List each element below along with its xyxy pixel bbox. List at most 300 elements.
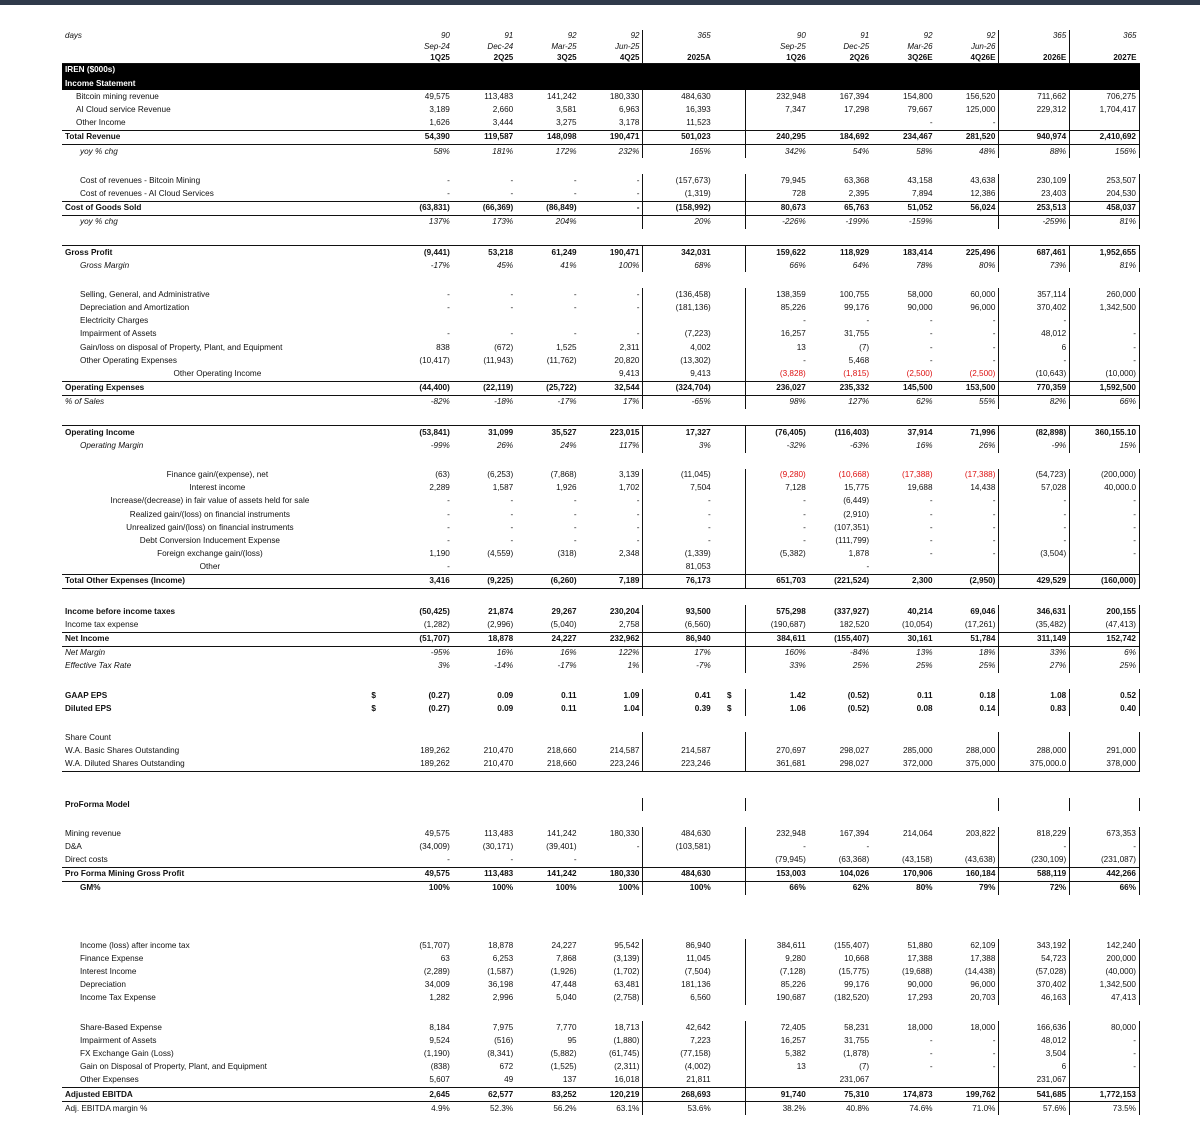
spacer-cell [714,130,746,144]
spacer-cell [358,966,390,979]
value-cell: 174,873 [872,1088,935,1102]
table-row [62,328,1140,341]
value-cell: 86,940 [643,632,714,646]
row-label: Income before income taxes [65,606,176,616]
value-cell: 7,347 [745,104,808,117]
row-label: Pro Forma Mining Gross Profit [62,867,358,881]
value-cell [516,315,579,328]
value-cell: 51,880 [907,940,933,950]
value-cell: 71,996 [936,426,999,440]
value-cell: - [999,354,1070,367]
periods-header-label [62,52,358,64]
spacer-cell [714,1034,746,1047]
value-cell: - [999,508,1070,521]
value-cell: 72% [999,882,1070,896]
value-cell: (10,000) [1070,368,1140,382]
value-cell: 69,046 [970,606,996,616]
income-statement-title: Income Statement [62,77,1140,90]
value-cell: -17% [557,397,577,407]
value-cell: (10,417) [419,355,450,365]
spacer-cell [714,1048,746,1061]
value-cell: 4.9% [431,1103,450,1113]
value-cell: (157,673) [643,174,714,187]
value-cell: 5,040 [556,993,577,1003]
spacer-cell [358,341,390,354]
value-cell: (7,504) [643,966,714,979]
spacer-cell [358,1102,390,1116]
value-cell: 240,295 [745,130,808,144]
value-cell: 53,218 [453,246,516,260]
value-cell: 458,037 [1070,201,1140,215]
spacer-cell [358,854,390,868]
value-cell: 200,155 [1070,605,1140,618]
value-cell: - [510,522,514,532]
value-cell: 58% [916,146,933,156]
periods-header-cell: 1Q25 [389,52,452,64]
value-cell [999,798,1070,811]
value-cell: 189,262 [389,758,452,772]
value-cell: 113,483 [453,867,516,881]
value-cell: 9,413 [643,368,714,382]
spacer-cell [358,827,390,840]
spacer-cell [714,302,746,315]
value-cell: - [1070,840,1140,853]
value-cell: 154,800 [902,91,933,101]
value-cell: (63) [435,469,450,479]
spacer-cell [714,215,746,229]
table-row [62,354,1140,367]
row-label: Operating Income [62,426,358,440]
value-cell: (1,815) [843,369,870,379]
value-cell: 167,394 [839,91,870,101]
value-cell: 159,622 [745,246,808,260]
spacer-cell [714,758,746,772]
value-cell: 232,962 [580,632,643,646]
value-cell [1070,315,1140,328]
value-cell: - [745,840,808,853]
value-cell: - [447,289,450,299]
value-cell: (57,028) [999,966,1070,979]
value-cell: 120,219 [580,1088,643,1102]
spacer-cell [714,618,746,632]
value-cell: - [1070,354,1140,367]
value-cell [872,798,935,811]
spacer-cell [358,646,390,660]
row-label: Realized gain/(loss) on financial instruments [129,509,290,519]
value-cell: 2,395 [848,188,870,198]
value-cell: 651,703 [745,575,808,589]
value-cell: 370,402 [999,302,1070,315]
spacer-cell [358,840,390,853]
value-cell: 18,713 [614,1022,640,1032]
value-cell: (0.27) [428,703,450,713]
value-cell: 75,310 [809,1088,872,1102]
value-cell: - [929,342,933,352]
value-cell: 711,662 [999,90,1070,103]
value-cell: 6,560 [643,992,714,1005]
value-cell [580,854,643,868]
dates-header-cell: Dec-25 [843,41,870,51]
value-cell: - [745,508,808,521]
table-row [62,979,1140,992]
value-cell: (181,136) [643,302,714,315]
value-cell: (82,898) [999,426,1070,440]
spacer-row [62,272,1140,288]
value-cell: 11,523 [643,117,714,131]
value-cell: (35,482) [999,618,1070,632]
row-label: Gross Margin [80,260,130,270]
value-cell: 17,388 [907,953,933,963]
value-cell: 235,332 [809,381,872,395]
spacer-cell [358,368,390,382]
value-cell: -226% [745,215,808,229]
value-cell: 9,524 [429,1035,450,1045]
value-cell: 57.6% [999,1102,1070,1116]
value-cell: 281,520 [936,130,999,144]
value-cell: (34,009) [419,841,450,851]
value-cell: 223,015 [580,426,643,440]
value-cell: 100,755 [839,289,870,299]
value-cell: 91,740 [745,1088,808,1102]
value-cell: (17,388) [902,469,933,479]
value-cell: 0.11 [561,703,577,713]
row-label: yoy % chg [80,146,118,156]
value-cell: (1,319) [643,188,714,202]
value-cell: 152,742 [1070,632,1140,646]
value-cell: 6 [999,1061,1070,1074]
value-cell: 190,471 [580,130,643,144]
value-cell [516,798,579,811]
value-cell: - [929,1048,933,1058]
value-cell: - [929,329,933,339]
value-cell [453,368,516,382]
value-cell: 18% [979,648,996,658]
days-header-cell: 365 [999,30,1070,41]
spacer-cell [714,798,746,811]
periods-header-cell: 2Q26 [809,52,872,64]
value-cell: (79,945) [745,854,808,868]
spacer-cell [714,605,746,618]
value-cell: 225,496 [936,246,999,260]
value-cell: 17,388 [970,953,996,963]
value-cell: (86,849) [516,201,579,215]
value-cell: (0.52) [847,690,870,700]
value-cell: 9,413 [618,369,640,379]
spacer-cell [714,575,746,589]
value-cell: - [1070,1048,1140,1061]
value-cell: - [1070,328,1140,341]
value-cell: (47,413) [1070,618,1140,632]
spacer-cell [358,632,390,646]
value-cell [389,732,452,745]
table-row [62,188,1140,202]
value-cell: (1,525) [550,1062,577,1072]
value-cell: (6,260) [516,575,579,589]
row-label: Unrealized gain/(loss) on financial instruments [126,522,294,532]
spacer-cell [358,259,390,272]
table-row [62,534,1140,547]
value-cell: (231,087) [1070,854,1140,868]
spacer-cell [714,395,746,409]
periods-header-cell: 2Q25 [453,52,516,64]
value-cell: 3,504 [999,1048,1070,1061]
value-cell: 122% [618,648,640,658]
spacer-cell [714,508,746,521]
value-cell: 253,513 [999,201,1070,215]
value-cell: (25,722) [516,381,579,395]
table-row [62,90,1140,103]
table-row [62,992,1140,1005]
value-cell: 190,471 [580,246,643,260]
spacer-cell [358,302,390,315]
table-row [62,689,1140,702]
value-cell [936,840,999,853]
value-cell: - [643,521,714,534]
value-cell: 370,402 [999,979,1070,992]
row-label: Net Income [62,632,358,646]
value-cell [999,732,1070,745]
table-row [62,426,1140,440]
value-cell: 181,136 [643,979,714,992]
table-row [62,482,1140,495]
value-cell: 66% [745,259,808,272]
row-label: Impairment of Assets [80,329,157,339]
spacer-cell [714,482,746,495]
value-cell: 47,448 [551,980,577,990]
row-label: Electricity Charges [80,316,149,326]
value-cell: - [992,316,996,326]
value-cell: 291,000 [1070,745,1140,758]
value-cell: 190,687 [745,992,808,1005]
spacer-cell [714,1102,746,1116]
value-cell: 43,158 [907,175,933,185]
value-cell: 180,330 [609,91,640,101]
value-cell: - [992,549,996,559]
value-cell: 45% [496,260,514,270]
spacer-cell [358,521,390,534]
value-cell: 100% [643,882,714,896]
value-cell: 83,252 [516,1088,579,1102]
value-cell: 96,000 [970,303,996,313]
value-cell [872,732,935,745]
value-cell: 429,529 [999,575,1070,589]
value-cell: (6,560) [643,618,714,632]
value-cell: 88% [999,145,1070,159]
value-cell [580,215,643,229]
value-cell: (5,040) [550,619,577,629]
value-cell: 81% [1070,215,1140,229]
value-cell: (136,458) [643,288,714,301]
row-label: Other Operating Expenses [80,355,177,365]
value-cell: 79,945 [745,174,808,187]
header-row-periods [62,52,1140,64]
value-cell: 3,444 [492,118,514,128]
spacer-cell [358,215,390,229]
value-cell: 357,114 [999,288,1070,301]
value-cell: 40,000.0 [1070,482,1140,495]
table-row [62,259,1140,272]
value-cell: 63 [440,953,450,963]
value-cell: - [1070,534,1140,547]
value-cell: 113,483 [484,828,514,838]
value-cell: 223,246 [580,758,643,772]
days-header-cell: 92 [630,30,640,40]
spacer-cell [62,158,1140,174]
value-cell: 1.06 [745,702,808,715]
table-row [62,288,1140,301]
value-cell: 0.09 [497,703,514,713]
spacer-cell [358,1074,390,1088]
row-label: Total Other Expenses (Income) [62,575,358,589]
value-cell [809,732,872,745]
row-label: Increase/(decrease) in fair value of assets held for sale [110,496,310,506]
row-label: Operating Expenses [62,381,358,395]
value-cell: 0.11 [917,690,933,700]
dates-header-cell: Dec-24 [487,41,514,51]
value-cell: (0.27) [428,690,450,700]
value-cell: -199% [845,217,870,227]
value-cell: 76,173 [643,575,714,589]
spacer-cell [358,188,390,202]
value-cell: (318) [557,549,577,559]
table-row [62,1021,1140,1034]
value-cell: - [866,841,870,851]
value-cell [745,732,808,745]
spacer-cell [714,174,746,187]
value-cell: 66% [1070,395,1140,409]
table-row [62,854,1140,868]
value-cell: 3,139 [618,469,640,479]
value-cell: (6,449) [843,496,870,506]
value-cell: 2,348 [618,549,640,559]
spacer-cell [358,328,390,341]
spacer-cell [714,1088,746,1102]
spacer-cell [714,469,746,482]
row-label: Other [199,562,221,572]
value-cell [643,315,714,328]
value-cell: 90,000 [907,303,933,313]
value-cell: -95% [430,648,450,658]
value-cell: 16% [560,648,577,658]
value-cell: 672 [499,1062,514,1072]
value-cell: - [999,534,1070,547]
value-cell [516,368,579,382]
row-label: Gain on Disposal of Property, Plant, and Equipment [80,1062,267,1072]
value-cell: 180,330 [580,867,643,881]
value-cell: 7,504 [643,482,714,495]
value-cell: 230,109 [999,174,1070,187]
value-cell: (107,351) [834,522,870,532]
value-cell: 1.04 [623,703,640,713]
spacer-cell [62,409,1140,426]
value-cell: 234,467 [872,130,935,144]
value-cell: 8,184 [429,1022,450,1032]
value-cell [453,798,516,811]
row-label: Mining revenue [65,828,121,838]
table-row [62,201,1140,215]
spacer-cell [358,1048,390,1061]
spacer-cell [358,90,390,103]
value-cell: (1,282) [423,619,450,629]
spacer-cell [714,328,746,341]
value-cell: 0.39 [643,702,714,715]
value-cell: (0.52) [847,703,870,713]
value-cell: (2,500) [906,369,933,379]
row-label: W.A. Diluted Shares Outstanding [62,758,358,772]
spacer-cell [714,854,746,868]
income-statement-band [62,77,1140,90]
value-cell: 10,668 [844,953,870,963]
value-cell: - [929,496,933,506]
spacer-cell [62,772,1140,799]
dates-header-cell [1070,41,1140,52]
value-cell: (8,341) [487,1048,514,1058]
value-cell [580,798,643,811]
spacer-cell [714,548,746,561]
value-cell: 5,468 [848,355,870,365]
value-cell: - [745,495,808,508]
value-cell: (103,581) [643,840,714,853]
value-cell: 48,012 [999,328,1070,341]
value-cell: 80,000 [1070,1021,1140,1034]
days-header-cell: 90 [796,30,806,40]
value-cell: 26% [979,440,996,450]
value-cell: 37,914 [872,426,935,440]
value-cell: 375,000 [936,758,999,772]
value-cell: - [636,509,640,519]
value-cell: - [453,854,516,868]
row-label: Finance gain/(expense), net [166,469,269,479]
value-cell: (54,723) [999,469,1070,482]
value-cell: 7,868 [556,953,577,963]
value-cell: 1,525 [556,342,577,352]
value-cell: 1,704,417 [1070,104,1140,117]
periods-header-cell: 2027E [1070,52,1140,64]
spacer-cell [358,548,390,561]
value-cell: - [636,496,640,506]
spacer-cell [358,52,390,64]
value-cell: 172% [555,146,577,156]
table-row [62,368,1140,382]
value-cell: (1,878) [843,1048,870,1058]
value-cell: 687,461 [999,246,1070,260]
value-cell: 51,052 [872,201,935,215]
value-cell: - [929,1035,933,1045]
value-cell: - [992,522,996,532]
value-cell: - [643,534,714,547]
spacer-cell [714,368,746,382]
value-cell: - [573,289,577,299]
value-cell: 13 [745,341,808,354]
value-cell [516,732,579,745]
spacer-cell [714,354,746,367]
table-row [62,660,1140,673]
value-cell: 1,626 [429,118,450,128]
spacer-cell [714,117,746,131]
spacer-cell [358,575,390,589]
value-cell: 85,226 [745,302,808,315]
spacer-cell [714,495,746,508]
table-row [62,632,1140,646]
value-cell: (3,504) [999,548,1070,561]
dates-header-cell: Jun-25 [615,41,640,51]
table-row [62,130,1140,144]
value-cell: - [510,289,514,299]
value-cell: 58,000 [907,289,933,299]
value-cell: 32,544 [580,381,643,395]
value-cell [643,798,714,811]
row-label: AI Cloud service Revenue [76,105,171,115]
